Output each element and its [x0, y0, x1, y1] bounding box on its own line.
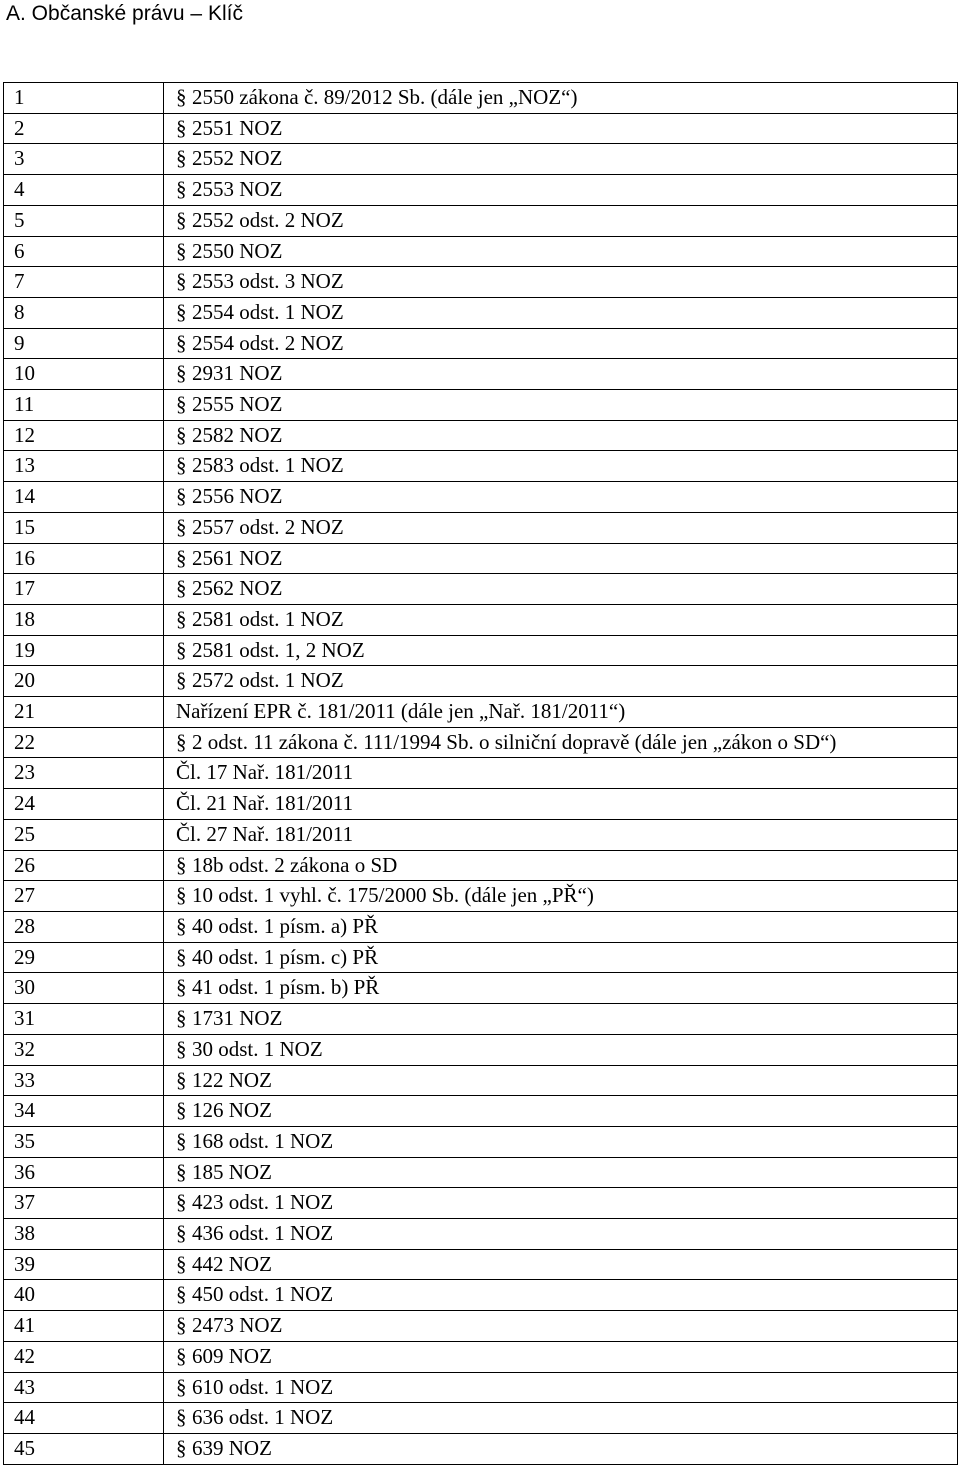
section-sign: § [176, 484, 187, 509]
question-number: 26 [4, 850, 164, 881]
answer-reference [164, 1157, 958, 1188]
answer-key-body [4, 83, 958, 1465]
table-row [4, 1280, 958, 1311]
section-sign: § [176, 1251, 187, 1276]
answer-text: 41 odst. 1 písm. b) PŘ [192, 975, 380, 1000]
table-row [4, 1433, 958, 1464]
question-number: 18 [4, 604, 164, 635]
answer-reference [164, 175, 958, 206]
question-number: 29 [4, 942, 164, 973]
question-number: 23 [4, 758, 164, 789]
section-sign: § [176, 207, 187, 232]
answer-reference [164, 359, 958, 390]
question-number: 40 [4, 1280, 164, 1311]
answer-reference [164, 1341, 958, 1372]
answer-text: 636 odst. 1 NOZ [192, 1405, 334, 1430]
question-number: 8 [4, 297, 164, 328]
table-row [4, 727, 958, 758]
answer-reference [164, 973, 958, 1004]
section-sign: § [176, 1036, 187, 1061]
question-number: 30 [4, 973, 164, 1004]
section-sign: § [176, 729, 187, 754]
table-row [4, 666, 958, 697]
answer-text: 610 odst. 1 NOZ [192, 1374, 334, 1399]
answer-reference [164, 543, 958, 574]
table-row [4, 758, 958, 789]
table-row [4, 420, 958, 451]
answer-reference [164, 451, 958, 482]
table-row [4, 1372, 958, 1403]
answer-key-table [3, 82, 958, 1465]
section-sign: § [176, 1313, 187, 1338]
answer-reference [164, 604, 958, 635]
section-sign: § [176, 944, 187, 969]
answer-text: 10 odst. 1 vyhl. č. 175/2000 Sb. (dále jen „PŘ“) [192, 883, 594, 908]
answer-text: 436 odst. 1 NOZ [192, 1221, 334, 1246]
answer-reference [164, 727, 958, 758]
question-number: 12 [4, 420, 164, 451]
answer-text: 2554 odst. 1 NOZ [192, 299, 344, 324]
section-sign: § [176, 637, 187, 662]
question-number: 45 [4, 1433, 164, 1464]
answer-text: 442 NOZ [192, 1251, 272, 1276]
section-sign: § [176, 238, 187, 263]
table-row [4, 236, 958, 267]
answer-reference [164, 512, 958, 543]
answer-reference [164, 267, 958, 298]
table-row [4, 1188, 958, 1219]
question-number: 38 [4, 1219, 164, 1250]
answer-text: 2572 odst. 1 NOZ [192, 668, 344, 693]
question-number: 9 [4, 328, 164, 359]
question-number: 21 [4, 697, 164, 728]
section-sign: § [176, 1067, 187, 1092]
section-sign: § [176, 361, 187, 386]
section-sign: § [176, 668, 187, 693]
section-sign: § [176, 1190, 187, 1215]
answer-text: Čl. 17 Nař. 181/2011 [176, 760, 354, 785]
answer-text: 30 odst. 1 NOZ [192, 1036, 323, 1061]
table-row [4, 113, 958, 144]
section-sign: § [176, 883, 187, 908]
answer-text: 2554 odst. 2 NOZ [192, 330, 344, 355]
table-row [4, 1096, 958, 1127]
section-sign: § [176, 392, 187, 417]
answer-reference [164, 850, 958, 881]
question-number: 32 [4, 1034, 164, 1065]
answer-reference [164, 236, 958, 267]
question-number: 4 [4, 175, 164, 206]
section-sign: § [176, 1343, 187, 1368]
section-sign: § [176, 1374, 187, 1399]
section-sign: § [176, 576, 187, 601]
section-sign: § [176, 85, 187, 109]
question-number: 33 [4, 1065, 164, 1096]
table-row [4, 512, 958, 543]
answer-reference [164, 1433, 958, 1464]
section-sign: § [176, 422, 187, 447]
question-number: 27 [4, 881, 164, 912]
question-number: 42 [4, 1341, 164, 1372]
question-number: 31 [4, 1004, 164, 1035]
answer-text: 2550 NOZ [192, 238, 283, 263]
answer-reference [164, 1311, 958, 1342]
answer-text: 185 NOZ [192, 1159, 272, 1184]
answer-text: 2581 odst. 1, 2 NOZ [192, 637, 365, 662]
answer-reference [164, 789, 958, 820]
table-row [4, 1249, 958, 1280]
section-sign: § [176, 606, 187, 631]
answer-reference [164, 1372, 958, 1403]
section-sign: § [176, 975, 187, 1000]
answer-reference [164, 1249, 958, 1280]
answer-text: 40 odst. 1 písm. c) PŘ [192, 944, 379, 969]
table-row [4, 1157, 958, 1188]
question-number: 20 [4, 666, 164, 697]
answer-reference [164, 1126, 958, 1157]
question-number: 44 [4, 1403, 164, 1434]
section-sign: § [176, 115, 187, 140]
answer-reference [164, 83, 958, 114]
table-row [4, 1219, 958, 1250]
table-row [4, 635, 958, 666]
question-number: 3 [4, 144, 164, 175]
section-sign: § [176, 299, 187, 324]
table-row [4, 850, 958, 881]
table-row [4, 482, 958, 513]
question-number: 41 [4, 1311, 164, 1342]
question-number: 13 [4, 451, 164, 482]
table-row [4, 789, 958, 820]
section-sign: § [176, 146, 187, 171]
answer-text: 2562 NOZ [192, 576, 283, 601]
question-number: 19 [4, 635, 164, 666]
answer-text: 2556 NOZ [192, 484, 283, 509]
table-row [4, 359, 958, 390]
answer-reference [164, 666, 958, 697]
question-number: 1 [4, 83, 164, 114]
section-sign: § [176, 1435, 187, 1460]
section-sign: § [176, 1006, 187, 1031]
answer-reference [164, 205, 958, 236]
table-row [4, 697, 958, 728]
question-number: 16 [4, 543, 164, 574]
question-number: 24 [4, 789, 164, 820]
question-number: 43 [4, 1372, 164, 1403]
answer-reference [164, 1096, 958, 1127]
table-row [4, 604, 958, 635]
answer-text: 2550 zákona č. 89/2012 Sb. (dále jen „NOZ“) [192, 85, 578, 109]
answer-text: 40 odst. 1 písm. a) PŘ [192, 913, 379, 938]
section-sign: § [176, 913, 187, 938]
answer-text: 609 NOZ [192, 1343, 272, 1368]
answer-text: 2553 NOZ [192, 177, 283, 202]
answer-reference [164, 1403, 958, 1434]
answer-text: 423 odst. 1 NOZ [192, 1190, 334, 1215]
table-row [4, 297, 958, 328]
answer-reference [164, 942, 958, 973]
table-row [4, 543, 958, 574]
question-number: 36 [4, 1157, 164, 1188]
section-sign: § [176, 453, 187, 478]
question-number: 17 [4, 574, 164, 605]
answer-text: 2557 odst. 2 NOZ [192, 514, 344, 539]
answer-text: 18b odst. 2 zákona o SD [192, 852, 398, 877]
table-row [4, 1004, 958, 1035]
question-number: 25 [4, 819, 164, 850]
answer-text: 2581 odst. 1 NOZ [192, 606, 344, 631]
table-row [4, 144, 958, 175]
table-row [4, 1065, 958, 1096]
answer-reference [164, 881, 958, 912]
answer-text: 2583 odst. 1 NOZ [192, 453, 344, 478]
answer-text: 2582 NOZ [192, 422, 283, 447]
question-number: 11 [4, 390, 164, 421]
answer-reference [164, 390, 958, 421]
page-title: A. Občanské právu – Klíč [6, 2, 243, 25]
section-sign: § [176, 1221, 187, 1246]
section-sign: § [176, 514, 187, 539]
answer-text: Čl. 21 Nař. 181/2011 [176, 791, 354, 816]
answer-text: 2551 NOZ [192, 115, 283, 140]
answer-reference [164, 328, 958, 359]
table-row [4, 1311, 958, 1342]
section-sign: § [176, 1159, 187, 1184]
question-number: 15 [4, 512, 164, 543]
answer-text: 2553 odst. 3 NOZ [192, 269, 344, 294]
table-row [4, 451, 958, 482]
answer-text: Nařízení EPR č. 181/2011 (dále jen „Nař. 181/2011“) [176, 699, 626, 724]
table-row [4, 881, 958, 912]
answer-reference [164, 113, 958, 144]
answer-text: 2473 NOZ [192, 1313, 283, 1338]
answer-reference [164, 1280, 958, 1311]
question-number: 35 [4, 1126, 164, 1157]
table-row [4, 390, 958, 421]
answer-reference [164, 1188, 958, 1219]
table-row [4, 205, 958, 236]
section-sign: § [176, 330, 187, 355]
question-number: 37 [4, 1188, 164, 1219]
question-number: 14 [4, 482, 164, 513]
answer-text: 2931 NOZ [192, 361, 283, 386]
answer-text: 2561 NOZ [192, 545, 283, 570]
section-sign: § [176, 269, 187, 294]
answer-reference [164, 697, 958, 728]
table-row [4, 942, 958, 973]
question-number: 2 [4, 113, 164, 144]
table-row [4, 819, 958, 850]
section-sign: § [176, 1405, 187, 1430]
answer-reference [164, 420, 958, 451]
answer-reference [164, 297, 958, 328]
answer-text: 126 NOZ [192, 1098, 272, 1123]
question-number: 39 [4, 1249, 164, 1280]
table-row [4, 328, 958, 359]
table-row [4, 574, 958, 605]
section-sign: § [176, 1128, 187, 1153]
answer-reference [164, 635, 958, 666]
table-row [4, 1403, 958, 1434]
question-number: 10 [4, 359, 164, 390]
answer-text: 2 odst. 11 zákona č. 111/1994 Sb. o silniční dopravě (dále jen „zákon o SD“) [192, 729, 837, 754]
section-sign: § [176, 1098, 187, 1123]
answer-text: 2555 NOZ [192, 392, 283, 417]
answer-text: 639 NOZ [192, 1435, 272, 1460]
answer-text: 168 odst. 1 NOZ [192, 1128, 334, 1153]
table-row [4, 973, 958, 1004]
section-sign: § [176, 177, 187, 202]
section-sign: § [176, 545, 187, 570]
answer-reference [164, 1004, 958, 1035]
answer-text: 122 NOZ [192, 1067, 272, 1092]
question-number: 7 [4, 267, 164, 298]
table-row [4, 911, 958, 942]
question-number: 6 [4, 236, 164, 267]
answer-reference [164, 819, 958, 850]
answer-reference [164, 911, 958, 942]
question-number: 34 [4, 1096, 164, 1127]
section-sign: § [176, 1282, 187, 1307]
table-row [4, 1341, 958, 1372]
table-row [4, 1034, 958, 1065]
answer-reference [164, 1219, 958, 1250]
answer-reference [164, 758, 958, 789]
question-number: 22 [4, 727, 164, 758]
table-row [4, 175, 958, 206]
answer-reference [164, 1065, 958, 1096]
answer-reference [164, 482, 958, 513]
answer-text: Čl. 27 Nař. 181/2011 [176, 821, 354, 846]
section-sign: § [176, 852, 187, 877]
answer-text: 2552 NOZ [192, 146, 283, 171]
answer-text: 450 odst. 1 NOZ [192, 1282, 334, 1307]
table-row [4, 1126, 958, 1157]
table-row [4, 267, 958, 298]
answer-text: 2552 odst. 2 NOZ [192, 207, 344, 232]
answer-text: 1731 NOZ [192, 1006, 283, 1031]
answer-reference [164, 1034, 958, 1065]
question-number: 28 [4, 911, 164, 942]
answer-reference [164, 574, 958, 605]
answer-reference [164, 144, 958, 175]
table-row [4, 83, 958, 114]
question-number: 5 [4, 205, 164, 236]
